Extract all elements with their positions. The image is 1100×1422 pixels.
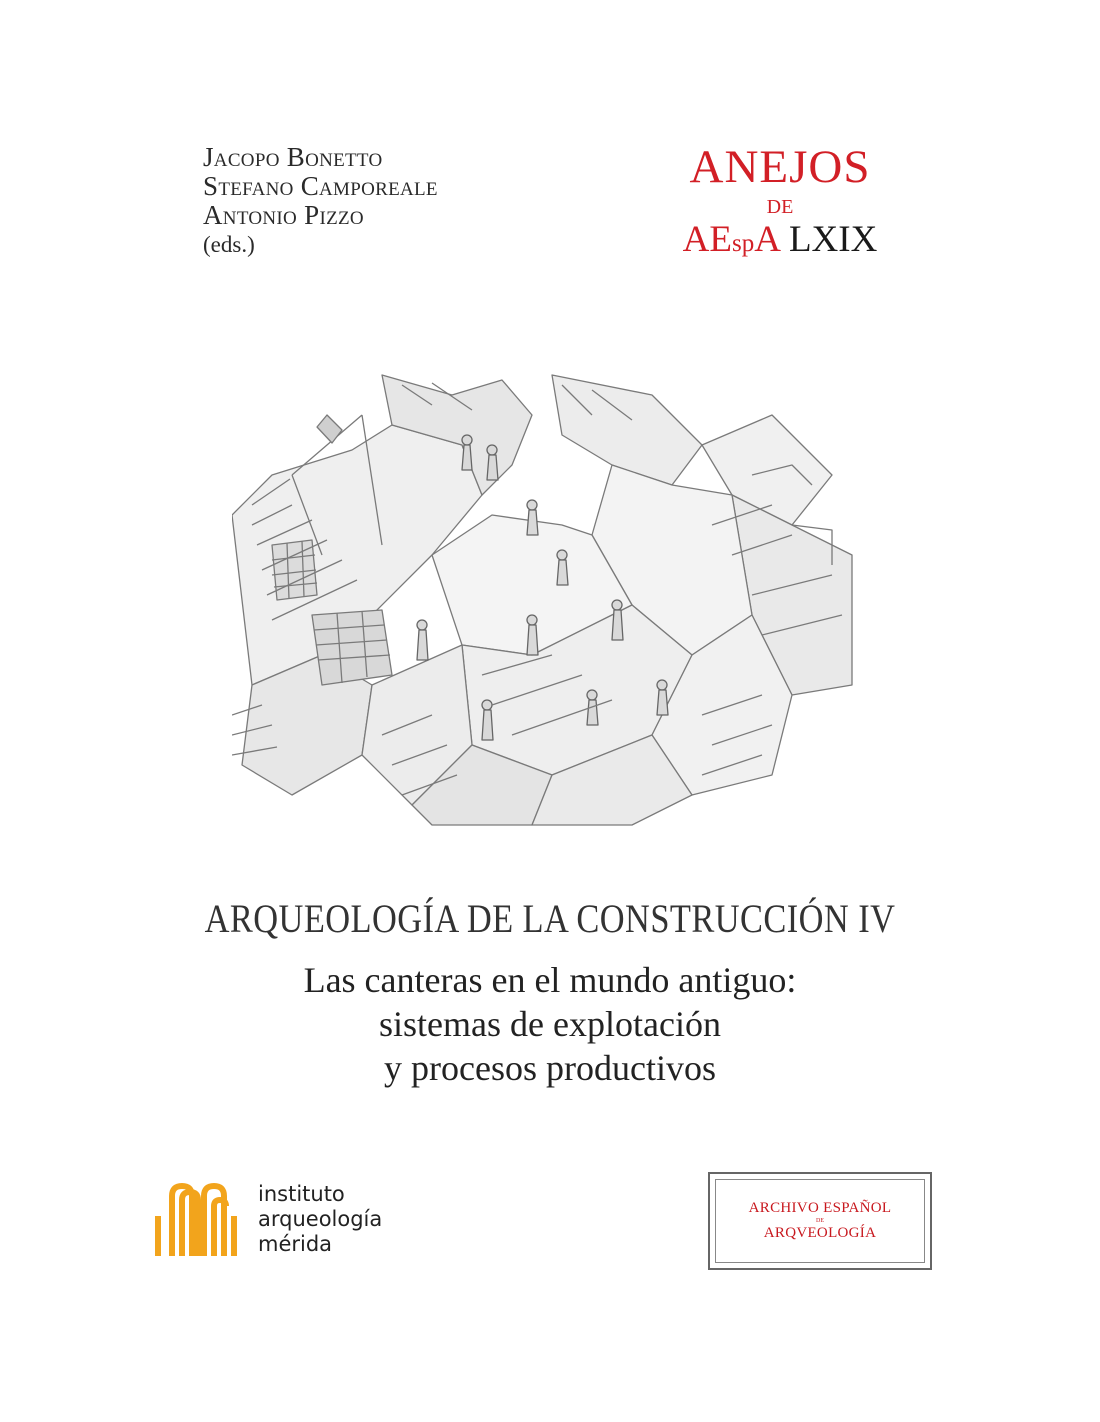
book-title: ARQUEOLOGÍA DE LA CONSTRUCCIÓN IV xyxy=(204,896,896,941)
archive-line: ARQVEOLOGÍA xyxy=(763,1225,877,1241)
book-subtitle xyxy=(0,958,1100,1090)
series-block xyxy=(640,140,920,264)
subtitle-line: sistemas de explotación xyxy=(379,1004,721,1044)
quarry-illustration xyxy=(232,355,867,830)
archive-line: DE xyxy=(816,1218,824,1224)
archive-line: ARCHIVO ESPAÑOL xyxy=(748,1200,892,1216)
archive-logo-inner xyxy=(715,1179,925,1263)
series-aespa: AEspA xyxy=(682,219,781,260)
editor-name: Antonio Pizzo xyxy=(203,200,364,230)
archive-logo xyxy=(708,1172,932,1270)
editor-name: Jacopo Bonetto xyxy=(203,142,383,172)
series-volume xyxy=(640,220,920,264)
publisher-name xyxy=(258,1182,382,1257)
series-anejos: ANEJOS xyxy=(689,141,871,193)
series-number: LXIX xyxy=(788,219,878,260)
editor-name: Stefano Camporeale xyxy=(203,171,438,201)
editors-block xyxy=(203,143,438,259)
publisher-line: arqueología xyxy=(258,1207,383,1231)
iam-logo xyxy=(150,1178,242,1258)
editors-role: (eds.) xyxy=(203,232,255,257)
publisher-line: mérida xyxy=(258,1232,333,1256)
publisher-line: instituto xyxy=(258,1182,345,1206)
subtitle-line: Las canteras en el mundo antiguo: xyxy=(303,960,797,1000)
series-de: DE xyxy=(766,196,794,218)
subtitle-line: y procesos productivos xyxy=(384,1048,716,1088)
